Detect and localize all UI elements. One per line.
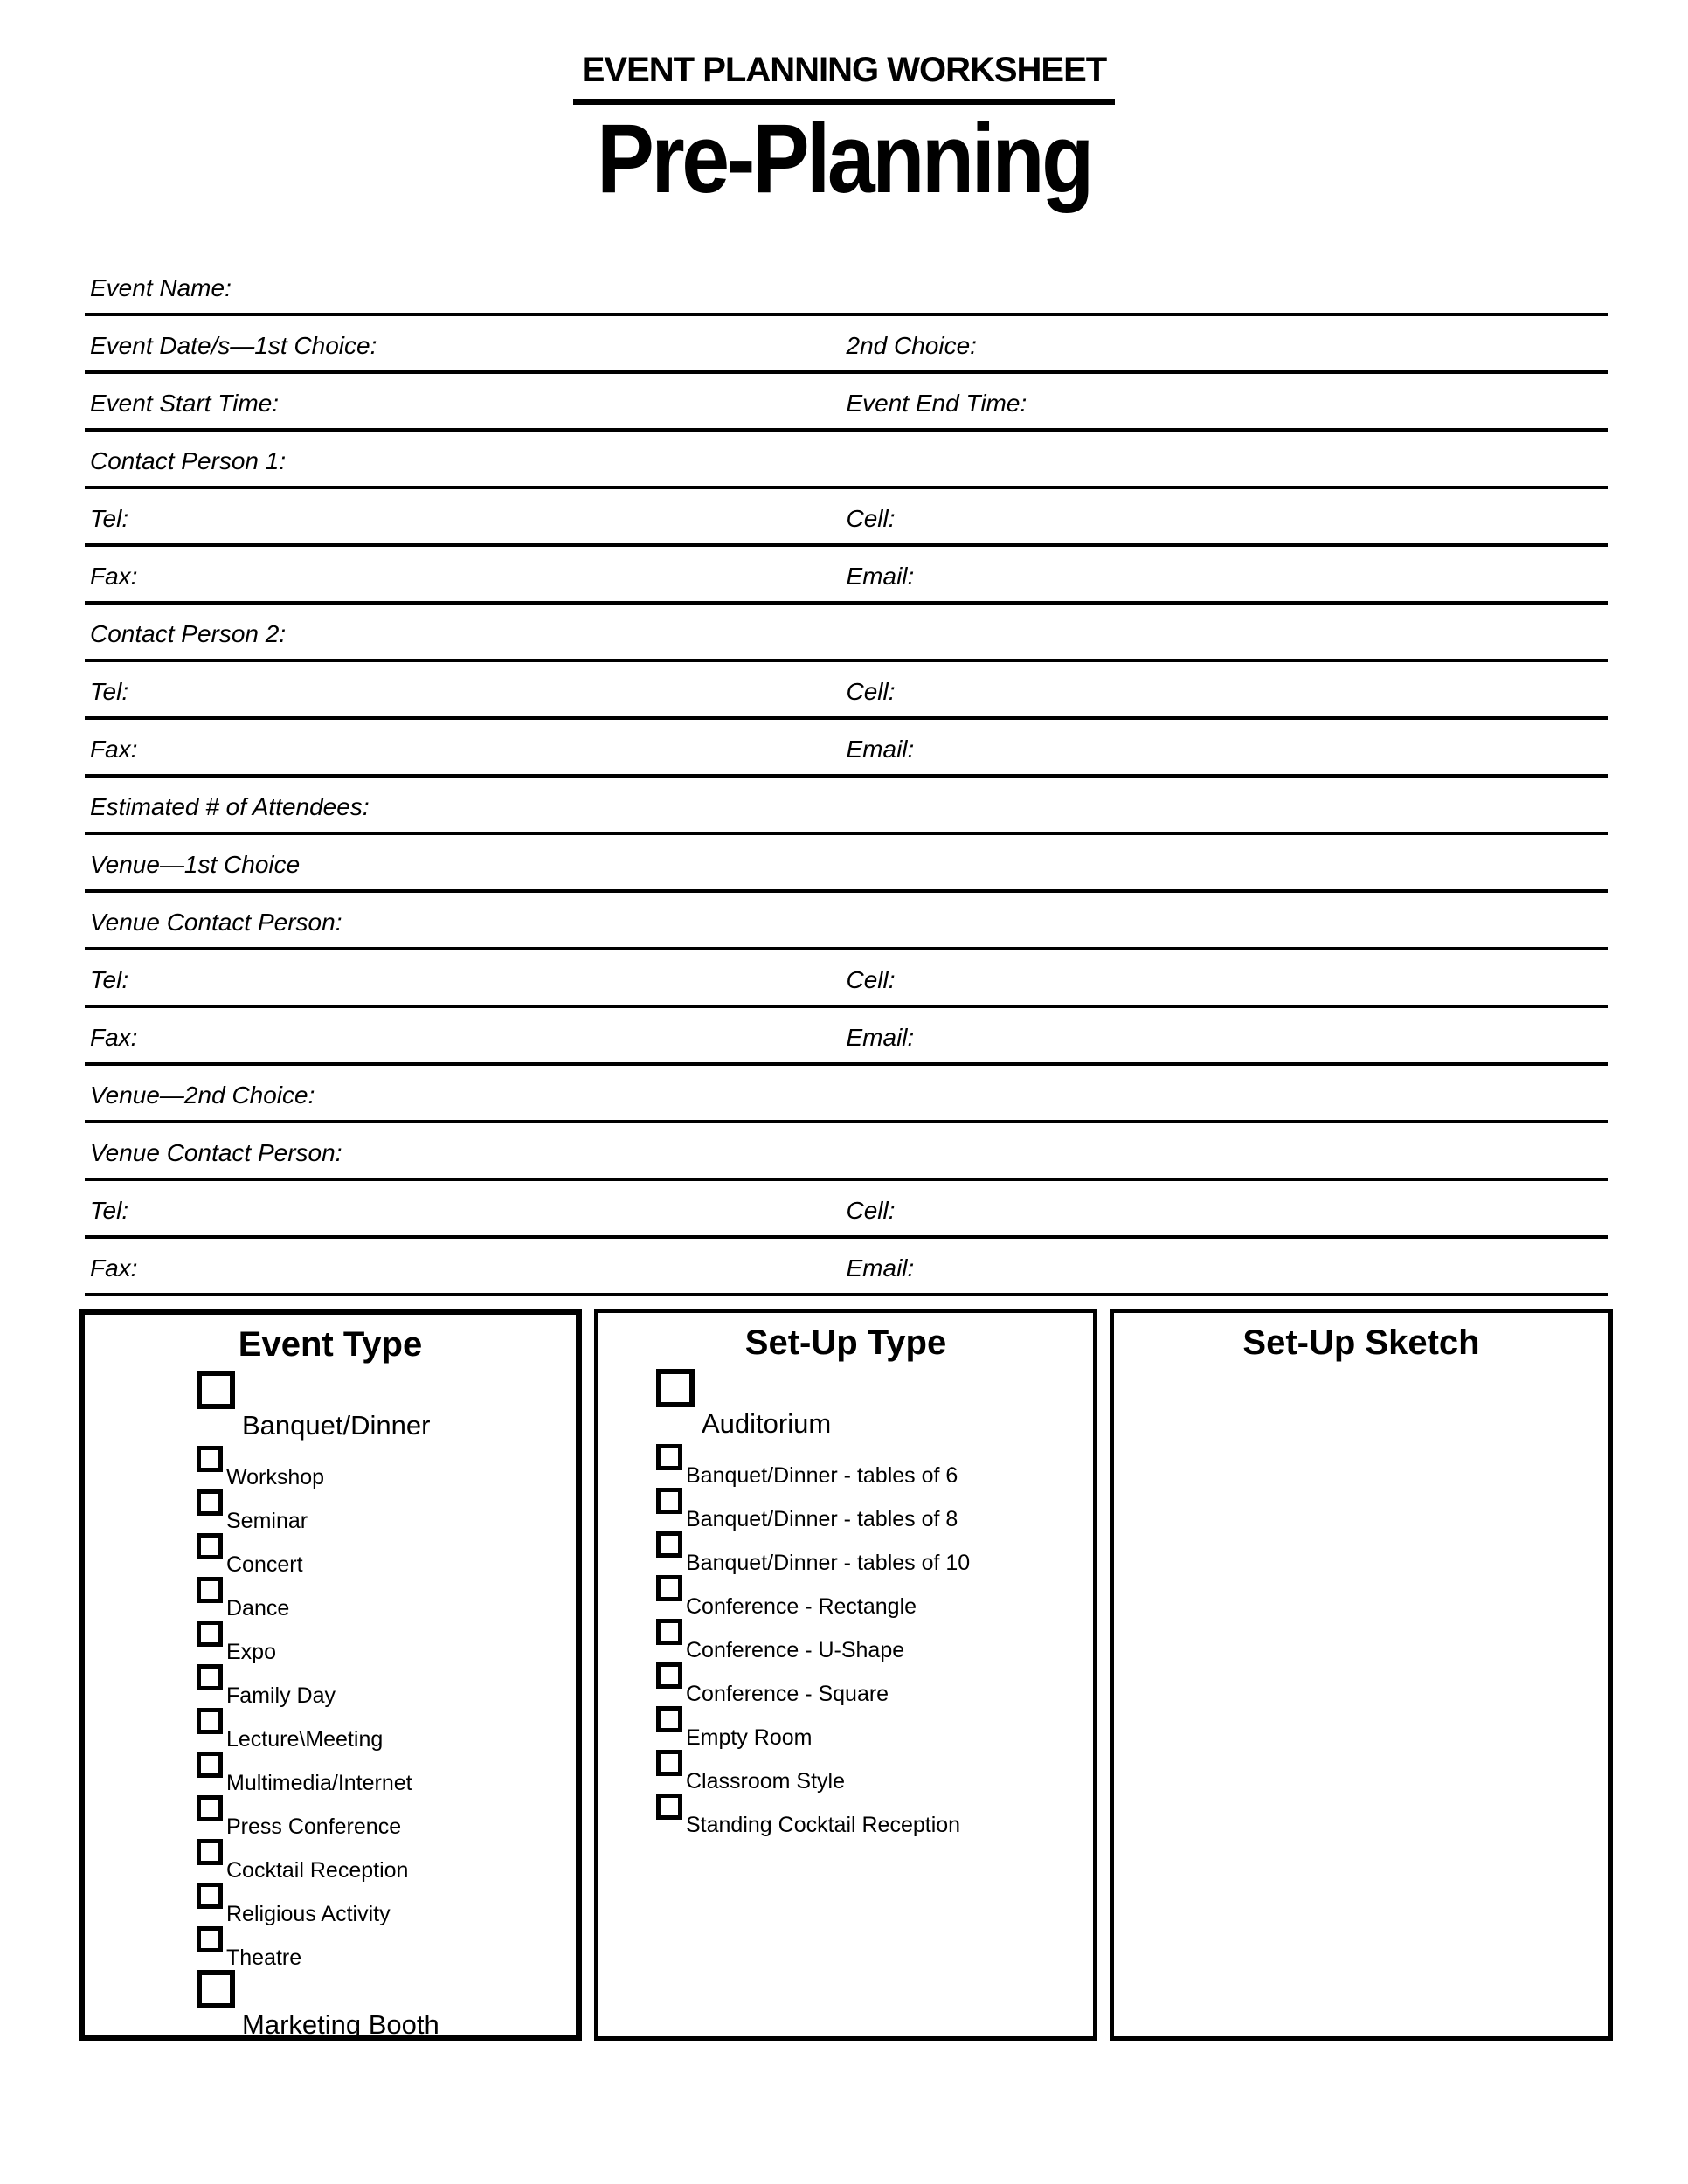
field-label: 2nd Choice: (846, 332, 977, 359)
list-item (197, 1489, 576, 1533)
checkbox-lecture-meeting[interactable] (197, 1708, 223, 1734)
checkbox-theatre[interactable] (197, 1926, 223, 1952)
field-label: Event End Time: (846, 390, 1027, 417)
checkbox-workshop[interactable] (197, 1446, 223, 1472)
form-row-venue-fax-email-2 (85, 1239, 1608, 1296)
event-type-box (79, 1309, 582, 2041)
list-item (197, 1752, 576, 1795)
page-title: Pre-Planning (597, 104, 1091, 213)
setup-sketch-area[interactable] (1114, 1362, 1608, 1991)
checkbox-label: Multimedia/Internet (226, 1771, 412, 1795)
checkbox-empty-room[interactable] (656, 1706, 682, 1732)
checkbox-label: Conference - U-Shape (686, 1638, 905, 1662)
checkbox-auditorium[interactable] (656, 1369, 695, 1407)
checkbox-label: Banquet/Dinner - tables of 10 (686, 1551, 971, 1575)
list-item (656, 1794, 1093, 1837)
list-item (197, 1926, 576, 1970)
field-label: Cell: (846, 966, 896, 993)
form-row-contact-person-2 (85, 605, 1608, 662)
checkbox-label: Banquet/Dinner - tables of 6 (686, 1463, 958, 1488)
checkbox-label: Auditorium (702, 1408, 832, 1439)
checkbox-banquet-tables-of-10[interactable] (656, 1531, 682, 1558)
form-row-event-dates (85, 316, 1608, 374)
form-row-tel-cell-1 (85, 489, 1608, 547)
list-item (656, 1488, 1093, 1531)
checkbox-label: Cocktail Reception (226, 1858, 409, 1883)
list-item (197, 1970, 576, 2040)
form-row-venue-fax-email-1 (85, 1008, 1608, 1066)
checkbox-religious-activity[interactable] (197, 1883, 223, 1909)
list-item (197, 1533, 576, 1577)
checkbox-press-conference[interactable] (197, 1795, 223, 1821)
form-row-attendees (85, 778, 1608, 835)
field-label: Tel: (90, 966, 129, 993)
list-item (197, 1577, 576, 1621)
setup-type-box (594, 1309, 1097, 2041)
checkbox-marketing-booth[interactable] (197, 1970, 235, 2008)
list-item (656, 1750, 1093, 1794)
checkbox-banquet-tables-of-6[interactable] (656, 1444, 682, 1470)
field-label: Venue—2nd Choice: (90, 1082, 315, 1109)
bottom-boxes (79, 1309, 1613, 2041)
list-item (656, 1706, 1093, 1750)
form-row-fax-email-2 (85, 720, 1608, 778)
field-label: Tel: (90, 505, 129, 532)
checkbox-label: Conference - Rectangle (686, 1594, 917, 1619)
field-label: Email: (846, 1024, 915, 1051)
field-label: Tel: (90, 678, 129, 705)
checkbox-label: Concert (226, 1552, 303, 1577)
checkbox-banquet-tables-of-8[interactable] (656, 1488, 682, 1514)
checkbox-classroom-style[interactable] (656, 1750, 682, 1776)
checkbox-label: Lecture\Meeting (226, 1727, 384, 1752)
list-item (197, 1708, 576, 1752)
form-row-venue-2nd-choice (85, 1066, 1608, 1123)
checkbox-standing-cocktail-reception[interactable] (656, 1794, 682, 1820)
list-item (656, 1369, 1093, 1439)
checkbox-conference-square[interactable] (656, 1662, 682, 1689)
field-label: Email: (846, 1254, 915, 1282)
field-label: Event Start Time: (90, 390, 280, 417)
list-item (656, 1575, 1093, 1619)
checkbox-conference-u-shape[interactable] (656, 1619, 682, 1645)
field-label: Venue Contact Person: (90, 1139, 342, 1166)
checkbox-banquet-dinner[interactable] (197, 1371, 235, 1409)
checkbox-dance[interactable] (197, 1577, 223, 1603)
field-label: Contact Person 2: (90, 620, 287, 647)
field-label: Fax: (90, 1024, 138, 1051)
checkbox-label: Theatre (226, 1946, 302, 1970)
form-row-venue-contact-2 (85, 1123, 1608, 1181)
setup-type-list (598, 1369, 1093, 1837)
checkbox-label: Workshop (226, 1465, 325, 1489)
list-item (197, 1446, 576, 1489)
form-row-venue-tel-cell-2 (85, 1181, 1608, 1239)
checkbox-label: Expo (226, 1640, 276, 1664)
form-row-tel-cell-2 (85, 662, 1608, 720)
list-item (656, 1531, 1093, 1575)
form-row-event-name (85, 259, 1608, 316)
field-label: Contact Person 1: (90, 447, 287, 474)
checkbox-label: Banquet/Dinner (242, 1410, 431, 1441)
field-label: Cell: (846, 678, 896, 705)
form-row-contact-person-1 (85, 432, 1608, 489)
checkbox-conference-rectangle[interactable] (656, 1575, 682, 1601)
checkbox-seminar[interactable] (197, 1489, 223, 1516)
checkbox-family-day[interactable] (197, 1664, 223, 1690)
event-type-list (85, 1371, 576, 2040)
field-label: Email: (846, 736, 915, 763)
field-label: Fax: (90, 1254, 138, 1282)
form-row-event-times (85, 374, 1608, 432)
checkbox-label: Standing Cocktail Reception (686, 1813, 961, 1837)
checkbox-cocktail-reception[interactable] (197, 1839, 223, 1865)
setup-sketch-box (1110, 1309, 1613, 2041)
checkbox-label: Marketing Booth (242, 2009, 439, 2040)
list-item (656, 1662, 1093, 1706)
checkbox-label: Banquet/Dinner - tables of 8 (686, 1507, 958, 1531)
field-label: Cell: (846, 1197, 896, 1224)
field-label: Tel: (90, 1197, 129, 1224)
form-row-venue-tel-cell-1 (85, 950, 1608, 1008)
worksheet-title: EVENT PLANNING WORKSHEET (573, 51, 1115, 105)
field-label: Fax: (90, 736, 138, 763)
form-row-venue-1st-choice (85, 835, 1608, 893)
field-label: Estimated # of Attendees: (90, 793, 370, 820)
checkbox-label: Dance (226, 1596, 290, 1621)
setup-type-title: Set-Up Type (744, 1324, 947, 1362)
checkbox-label: Conference - Square (686, 1682, 889, 1706)
list-item (197, 1883, 576, 1926)
event-type-title: Event Type (238, 1325, 423, 1364)
checkbox-label: Classroom Style (686, 1769, 845, 1794)
list-item (197, 1664, 576, 1708)
list-item (197, 1795, 576, 1839)
checkbox-label: Empty Room (686, 1725, 813, 1750)
field-label: Venue—1st Choice (90, 851, 301, 878)
checkbox-label: Seminar (226, 1509, 308, 1533)
list-item (197, 1839, 576, 1883)
field-label: Email: (846, 563, 915, 590)
checkbox-expo[interactable] (197, 1621, 223, 1647)
checkbox-multimedia-internet[interactable] (197, 1752, 223, 1778)
list-item (656, 1619, 1093, 1662)
field-label: Venue Contact Person: (90, 909, 342, 936)
field-label: Event Name: (90, 274, 232, 301)
form-row-venue-contact-1 (85, 893, 1608, 950)
list-item (197, 1371, 576, 1441)
form-row-fax-email-1 (85, 547, 1608, 605)
field-label: Fax: (90, 563, 138, 590)
list-item (656, 1444, 1093, 1488)
field-label: Cell: (846, 505, 896, 532)
setup-sketch-title: Set-Up Sketch (1242, 1324, 1480, 1362)
checkbox-label: Religious Activity (226, 1902, 391, 1926)
checkbox-label: Family Day (226, 1683, 336, 1708)
checkbox-label: Press Conference (226, 1814, 402, 1839)
field-label: Event Date/s—1st Choice: (90, 332, 377, 359)
form-section (85, 259, 1608, 1296)
list-item (197, 1621, 576, 1664)
header (0, 51, 1688, 213)
checkbox-concert[interactable] (197, 1533, 223, 1559)
